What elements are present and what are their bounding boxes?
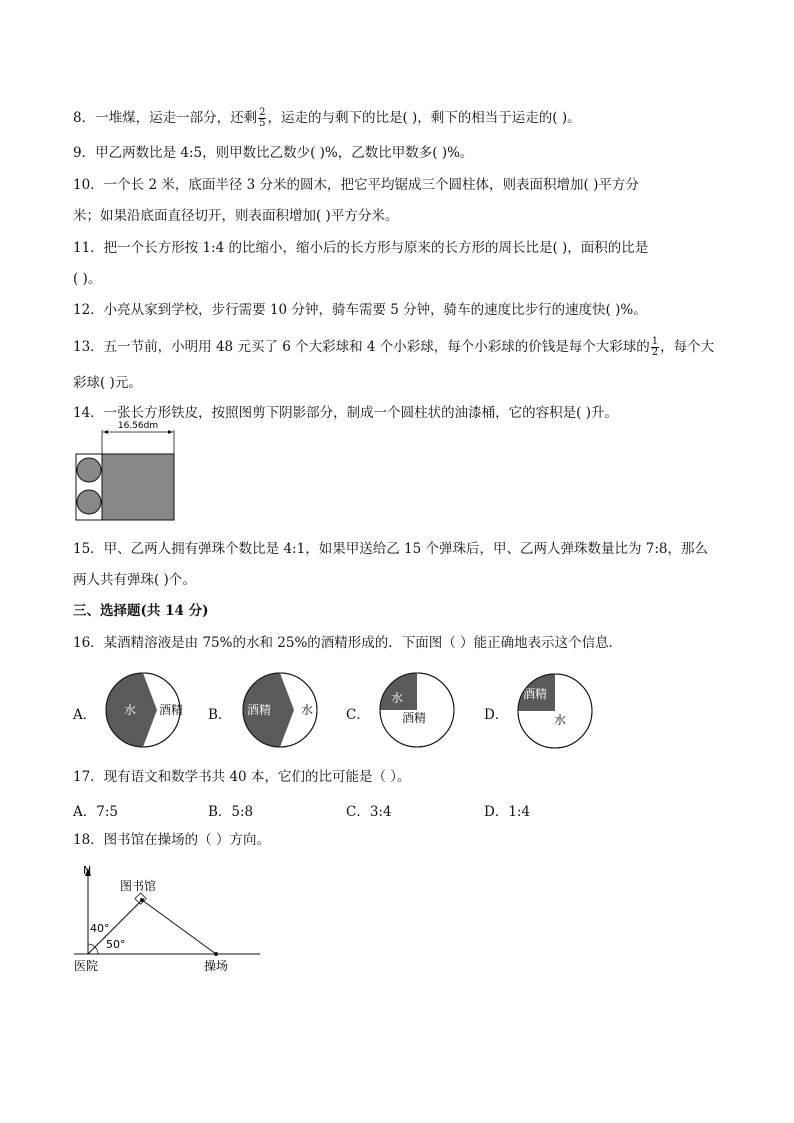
question-13-line1 — [73, 337, 714, 358]
pie-b-dark-label: 酒精 — [247, 703, 272, 717]
q8-fraction: $\frac{2}{5}$ — [259, 107, 266, 129]
playground-label: 操场 — [204, 959, 229, 973]
question-13-line2: 彩球( )元。 — [73, 375, 142, 391]
angle-arc-40 — [88, 944, 95, 947]
question-18: 18．图书馆在操场的（ ）方向。 — [73, 832, 270, 848]
playground-point — [214, 952, 218, 956]
question-15-line1: 15．甲、乙两人拥有弹珠个数比是 4:1，如果甲送给乙 15 个弹珠后，甲、乙两人弹珠数量比为 7:8，那么 — [73, 541, 708, 557]
pie-c-light-label: 酒精 — [402, 711, 427, 725]
angle-50-label: 50° — [106, 938, 126, 951]
q16-option-d-label: D． — [484, 707, 509, 723]
q13-fraction: $\frac{1}{2}$ — [651, 336, 659, 358]
q8-text-after: ，运走的与剩下的比是( )，剩下的相当于运走的( )。 — [267, 110, 581, 126]
q16-option-d-pie — [514, 670, 596, 752]
q16-option-c-pie — [376, 669, 458, 751]
pie-d-dark-label: 酒精 — [523, 687, 548, 701]
north-label: N — [83, 864, 92, 877]
circle-bottom — [77, 490, 101, 514]
shaded-rectangle — [102, 454, 174, 520]
question-16: 16．某酒精溶液是由 75%的水和 25%的酒精形成的．下面图（ ）能正确地表示这个信息． — [73, 635, 623, 651]
q16-option-a-label: A． — [73, 707, 97, 723]
circle-top — [77, 458, 101, 482]
figure-14-sheet-diagram — [72, 414, 182, 524]
q16-option-c-label: C． — [346, 707, 370, 723]
dimension-label: 16.56dm — [117, 421, 159, 431]
q8-text-before: 8．一堆煤，运走一部分，还剩 — [73, 110, 258, 126]
angle-40-label: 40° — [90, 922, 110, 935]
dim-arrow-right — [168, 430, 173, 434]
q13-text-after: ，每个大 — [660, 339, 715, 355]
pie-b-light-label: 水 — [301, 703, 314, 717]
library-label: 图书馆 — [120, 879, 157, 893]
question-15-line2: 两人共有弹珠( )个。 — [73, 572, 196, 588]
q17-option-d: D．1:4 — [484, 804, 531, 820]
q16-option-a-pie — [102, 669, 184, 751]
dim-arrow-left — [103, 430, 108, 434]
section-3-heading: 三、选择题(共 14 分) — [73, 603, 209, 619]
question-9: 9．甲乙两数比是 4:5，则甲数比乙数少( )%，乙数比甲数多( )%。 — [73, 145, 474, 161]
question-10-line1: 10．一个长 2 米，底面半径 3 分米的圆木，把它平均锯成三个圆柱体，则表面积增加( )平方分 — [73, 177, 639, 193]
question-8 — [73, 108, 581, 129]
pie-a-dark-label: 水 — [124, 703, 137, 717]
pie-a-light-label: 酒精 — [159, 703, 184, 717]
q17-option-b: B．5:8 — [208, 804, 254, 820]
q16-option-b-pie — [239, 669, 321, 751]
angle-arc-50 — [95, 947, 98, 954]
question-12: 12．小亮从家到学校，步行需要 10 分钟，骑车需要 5 分钟，骑车的速度比步行的速度快( )%。 — [73, 302, 647, 318]
pie-c-dark-label: 水 — [391, 691, 404, 705]
q17-option-c: C．3:4 — [346, 804, 392, 820]
pie-d-light-label: 水 — [554, 713, 567, 727]
q13-text-before: 13．五一节前，小明用 48 元买了 6 个大彩球和 4 个小彩球，每个小彩球的价钱是每个大彩球的 — [73, 339, 650, 355]
question-17: 17．现有语文和数学书共 40 本，它们的比可能是（ ）。 — [73, 769, 411, 785]
q17-option-a: A．7:5 — [73, 804, 118, 820]
q16-option-b-label: B． — [208, 707, 232, 723]
question-11-line2: ( )。 — [73, 271, 102, 287]
question-11-line1: 11．把一个长方形按 1:4 的比缩小，缩小后的长方形与原来的长方形的周长比是( )，面积的比是 — [73, 240, 649, 256]
figure-18-direction-diagram — [70, 860, 270, 976]
question-10-line2: 米；如果沿底面直径切开，则表面积增加( )平方分米。 — [73, 208, 399, 224]
question-14: 14．一张长方形铁皮，按照图剪下阴影部分，制成一个圆柱状的油漆桶，它的容积是( )升。 — [73, 405, 619, 421]
library-point — [140, 898, 144, 902]
hospital-label: 医院 — [74, 959, 99, 973]
line-library-playground — [142, 900, 216, 954]
